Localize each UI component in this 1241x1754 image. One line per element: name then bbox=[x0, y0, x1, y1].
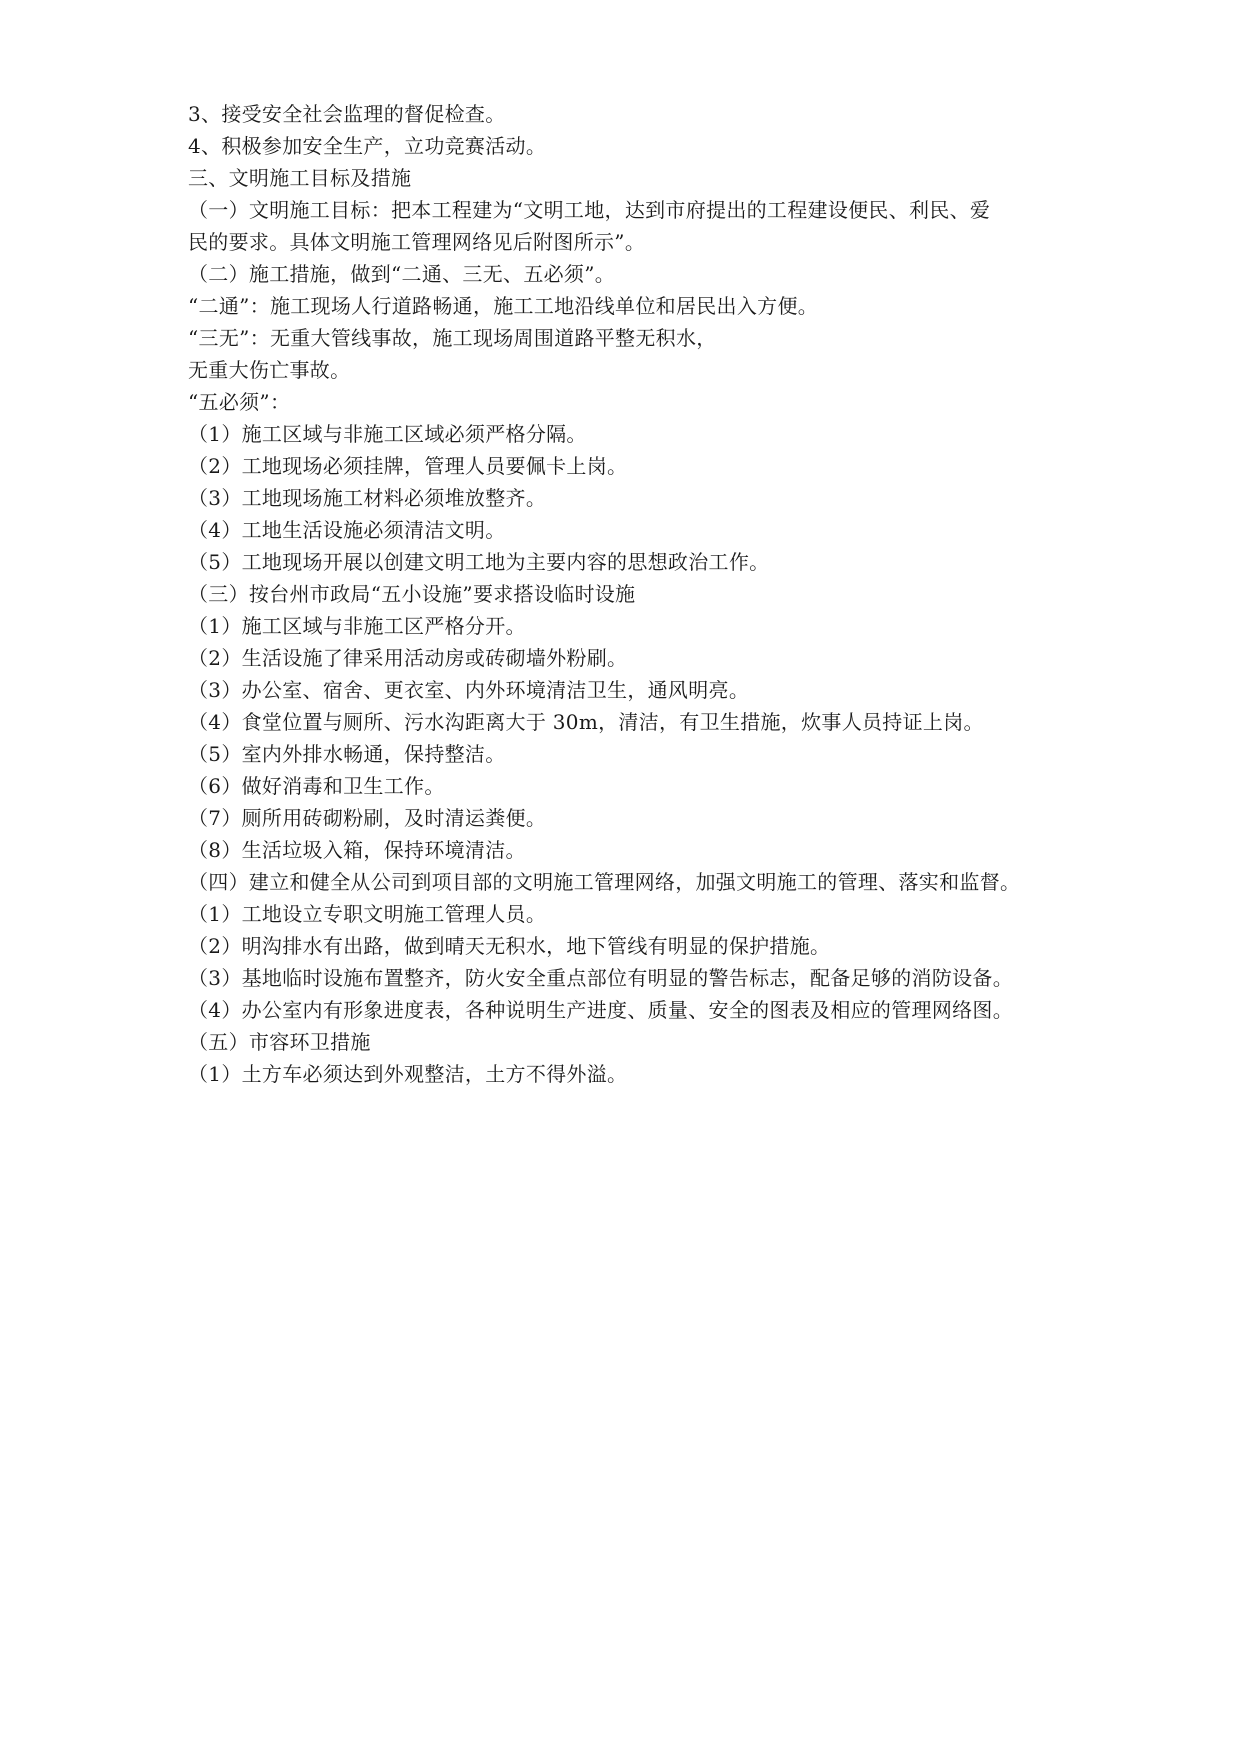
text-line: （2）工地现场必须挂牌，管理人员要佩卡上岗。 bbox=[188, 454, 628, 478]
text-line: （三）按台州市政局“五小设施”要求搭设临时设施 bbox=[188, 582, 636, 606]
text-line: “五必须”： bbox=[188, 390, 291, 414]
text-line: （4）办公室内有形象进度表，各种说明生产进度、质量、安全的图表及相应的管理网络图。 bbox=[188, 998, 1014, 1022]
text-line: （5）工地现场开展以创建文明工地为主要内容的思想政治工作。 bbox=[188, 550, 770, 574]
text-line: （5）室内外排水畅通，保持整洁。 bbox=[188, 742, 506, 766]
text-line: “三无”：无重大管线事故，施工现场周围道路平整无积水， bbox=[188, 326, 717, 350]
text-line: （3）工地现场施工材料必须堆放整齐。 bbox=[188, 486, 547, 510]
text-line: （1）施工区域与非施工区严格分开。 bbox=[188, 614, 526, 638]
text-line: （4）食堂位置与厕所、污水沟距离大于 30m，清洁，有卫生措施，炊事人员持证上岗。 bbox=[188, 710, 984, 734]
text-line: 3、接受安全社会监理的督促检查。 bbox=[188, 102, 506, 126]
text-line: （3）办公室、宿舍、更衣室、内外环境清洁卫生，通风明亮。 bbox=[188, 678, 750, 702]
text-line: （2）明沟排水有出路，做到晴天无积水，地下管线有明显的保护措施。 bbox=[188, 934, 831, 958]
text-line: （6）做好消毒和卫生工作。 bbox=[188, 774, 445, 798]
text-line: 4、积极参加安全生产，立功竞赛活动。 bbox=[188, 134, 547, 158]
text-line: 无重大伤亡事故。 bbox=[188, 358, 351, 382]
text-line: （1）工地设立专职文明施工管理人员。 bbox=[188, 902, 547, 926]
text-line: “二通”：施工现场人行道路畅通，施工工地沿线单位和居民出入方便。 bbox=[188, 294, 819, 318]
text-line: （一）文明施工目标：把本工程建为“文明工地，达到市府提出的工程建设便民、利民、爱 bbox=[188, 198, 991, 222]
text-line: （8）生活垃圾入箱，保持环境清洁。 bbox=[188, 838, 526, 862]
text-line: （四）建立和健全从公司到项目部的文明施工管理网络，加强文明施工的管理、落实和监督。 bbox=[188, 870, 1021, 894]
text-line: （1）施工区域与非施工区域必须严格分隔。 bbox=[188, 422, 587, 446]
section-heading: 三、文明施工目标及措施 bbox=[188, 166, 412, 190]
text-line: （二）施工措施，做到“二通、三无、五必须”。 bbox=[188, 262, 616, 286]
text-line: （4）工地生活设施必须清洁文明。 bbox=[188, 518, 506, 542]
text-line: （1）土方车必须达到外观整洁，土方不得外溢。 bbox=[188, 1062, 628, 1086]
text-line: （3）基地临时设施布置整齐，防火安全重点部位有明显的警告标志，配备足够的消防设备。 bbox=[188, 966, 1014, 990]
text-line: （2）生活设施了律采用活动房或砖砌墙外粉刷。 bbox=[188, 646, 628, 670]
text-line: （7）厕所用砖砌粉刷，及时清运粪便。 bbox=[188, 806, 547, 830]
text-line: （五）市容环卫措施 bbox=[188, 1030, 371, 1054]
text-line: 民的要求。具体文明施工管理网络见后附图所示”。 bbox=[188, 230, 646, 254]
document-body bbox=[188, 98, 1068, 1090]
